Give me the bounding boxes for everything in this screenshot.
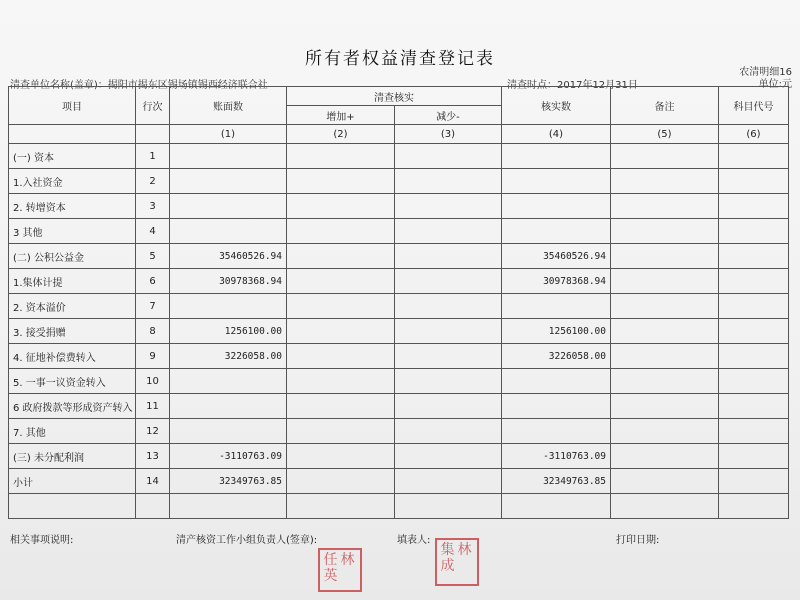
row-increase [287, 369, 395, 394]
row-number: 8 [136, 319, 170, 344]
row-project: (二) 公积公益金 [9, 244, 136, 269]
row-decrease [395, 219, 502, 244]
row-book-value: 32349763.85 [170, 469, 287, 494]
row-book-value [170, 144, 287, 169]
row-note [611, 169, 719, 194]
row-decrease [395, 194, 502, 219]
row-number: 7 [136, 294, 170, 319]
header-subject-code: 科目代号 [719, 87, 789, 125]
equity-table [8, 86, 789, 519]
row-note [611, 344, 719, 369]
check-time: 清查时点：2017年12月31日 [507, 80, 638, 91]
row-project: 3 其他 [9, 219, 136, 244]
row-subject-code [719, 344, 789, 369]
row-increase [287, 294, 395, 319]
row-note [611, 194, 719, 219]
row-actual-value [502, 494, 611, 519]
row-note [611, 144, 719, 169]
table-row [9, 194, 789, 219]
row-actual-value: -3110763.09 [502, 444, 611, 469]
row-actual-value [502, 394, 611, 419]
related-notes-label: 相关事项说明: [10, 535, 74, 546]
row-subject-code [719, 294, 789, 319]
table-row [9, 294, 789, 319]
row-project: 2. 资本溢价 [9, 294, 136, 319]
index-2: (2) [287, 125, 395, 144]
row-number: 9 [136, 344, 170, 369]
row-note [611, 469, 719, 494]
signature-seal-filler: 集 林 成 [435, 538, 479, 586]
row-actual-value [502, 144, 611, 169]
table-row [9, 219, 789, 244]
row-increase [287, 319, 395, 344]
row-project: 1.集体计提 [9, 269, 136, 294]
row-project: 1.入社资金 [9, 169, 136, 194]
row-number: 11 [136, 394, 170, 419]
row-increase [287, 444, 395, 469]
row-book-value [170, 169, 287, 194]
table-row [9, 469, 789, 494]
header-actual: 核实数 [502, 87, 611, 125]
index-6: (6) [719, 125, 789, 144]
row-note [611, 494, 719, 519]
row-increase [287, 469, 395, 494]
header-row-no: 行次 [136, 87, 170, 125]
row-project: 2. 转增资本 [9, 194, 136, 219]
row-number: 1 [136, 144, 170, 169]
row-actual-value: 1256100.00 [502, 319, 611, 344]
row-decrease [395, 469, 502, 494]
index-3: (3) [395, 125, 502, 144]
table-row [9, 269, 789, 294]
row-increase [287, 419, 395, 444]
leader-signature-label: 清产核资工作小组负责人(签章): [176, 535, 318, 546]
row-subject-code [719, 269, 789, 294]
row-number: 6 [136, 269, 170, 294]
table-row [9, 144, 789, 169]
index-4: (4) [502, 125, 611, 144]
row-increase [287, 344, 395, 369]
row-project: 小计 [9, 469, 136, 494]
row-book-value [170, 394, 287, 419]
row-number: 14 [136, 469, 170, 494]
row-subject-code [719, 419, 789, 444]
row-subject-code [719, 144, 789, 169]
row-actual-value: 35460526.94 [502, 244, 611, 269]
row-note [611, 294, 719, 319]
header-note: 备注 [611, 87, 719, 125]
row-decrease [395, 244, 502, 269]
row-decrease [395, 394, 502, 419]
row-note [611, 369, 719, 394]
row-book-value: 3226058.00 [170, 344, 287, 369]
row-book-value: 35460526.94 [170, 244, 287, 269]
row-actual-value [502, 294, 611, 319]
row-number: 12 [136, 419, 170, 444]
row-increase [287, 494, 395, 519]
row-note [611, 319, 719, 344]
row-increase [287, 244, 395, 269]
row-number: 5 [136, 244, 170, 269]
row-project: 4. 征地补偿费转入 [9, 344, 136, 369]
header-project: 项目 [9, 87, 136, 125]
filler-label: 填表人: [397, 535, 431, 546]
row-note [611, 219, 719, 244]
signature-seal-leader: 任 林 英 [318, 548, 362, 592]
row-project: 5. 一事一议资金转入 [9, 369, 136, 394]
row-decrease [395, 319, 502, 344]
row-number: 4 [136, 219, 170, 244]
row-project: 7. 其他 [9, 419, 136, 444]
row-increase [287, 394, 395, 419]
row-increase [287, 194, 395, 219]
row-project: (三) 未分配利润 [9, 444, 136, 469]
row-project: (一) 资本 [9, 144, 136, 169]
table-row [9, 419, 789, 444]
header-verify: 清查核实 [287, 87, 502, 106]
header-decrease: 减少- [395, 106, 502, 125]
table-row [9, 494, 789, 519]
row-increase [287, 219, 395, 244]
row-decrease [395, 494, 502, 519]
row-decrease [395, 144, 502, 169]
row-book-value [170, 194, 287, 219]
table-row [9, 319, 789, 344]
table-row [9, 394, 789, 419]
row-increase [287, 269, 395, 294]
row-decrease [395, 294, 502, 319]
row-project [9, 494, 136, 519]
currency-unit: 单位:元 [758, 79, 792, 90]
row-actual-value [502, 219, 611, 244]
row-note [611, 244, 719, 269]
row-number: 13 [136, 444, 170, 469]
row-subject-code [719, 244, 789, 269]
row-subject-code [719, 319, 789, 344]
row-book-value: 1256100.00 [170, 319, 287, 344]
unit-name: 清查单位名称(盖章)：揭阳市揭东区锡场镇锡西经济联合社 [10, 80, 268, 91]
row-subject-code [719, 469, 789, 494]
row-actual-value [502, 194, 611, 219]
table-row [9, 344, 789, 369]
row-decrease [395, 169, 502, 194]
row-number: 10 [136, 369, 170, 394]
row-decrease [395, 444, 502, 469]
row-decrease [395, 369, 502, 394]
row-book-value [170, 494, 287, 519]
header-increase: 增加+ [287, 106, 395, 125]
row-subject-code [719, 219, 789, 244]
row-note [611, 394, 719, 419]
index-cell-blank [9, 125, 136, 144]
index-1: (1) [170, 125, 287, 144]
row-subject-code [719, 169, 789, 194]
row-actual-value [502, 369, 611, 394]
row-book-value [170, 294, 287, 319]
row-note [611, 269, 719, 294]
index-cell-blank [136, 125, 170, 144]
row-note [611, 444, 719, 469]
form-number: 农清明细16 [739, 67, 792, 78]
row-project: 3. 接受捐赠 [9, 319, 136, 344]
row-book-value: -3110763.09 [170, 444, 287, 469]
row-book-value: 30978368.94 [170, 269, 287, 294]
row-project: 6 政府拨款等形成资产转入 [9, 394, 136, 419]
row-increase [287, 144, 395, 169]
row-decrease [395, 419, 502, 444]
row-actual-value: 32349763.85 [502, 469, 611, 494]
print-date-label: 打印日期: [616, 535, 660, 546]
row-increase [287, 169, 395, 194]
table-row [9, 169, 789, 194]
row-actual-value [502, 169, 611, 194]
row-decrease [395, 269, 502, 294]
page-title: 所有者权益清查登记表 [305, 49, 495, 69]
row-subject-code [719, 369, 789, 394]
index-5: (5) [611, 125, 719, 144]
row-number: 3 [136, 194, 170, 219]
header-book: 账面数 [170, 87, 287, 125]
row-subject-code [719, 444, 789, 469]
row-actual-value: 30978368.94 [502, 269, 611, 294]
row-note [611, 419, 719, 444]
row-decrease [395, 344, 502, 369]
table-row [9, 369, 789, 394]
row-book-value [170, 419, 287, 444]
table-row [9, 444, 789, 469]
row-actual-value [502, 419, 611, 444]
row-subject-code [719, 394, 789, 419]
row-book-value [170, 219, 287, 244]
row-number: 2 [136, 169, 170, 194]
row-book-value [170, 369, 287, 394]
row-subject-code [719, 194, 789, 219]
row-subject-code [719, 494, 789, 519]
row-number [136, 494, 170, 519]
row-actual-value: 3226058.00 [502, 344, 611, 369]
table-row [9, 244, 789, 269]
